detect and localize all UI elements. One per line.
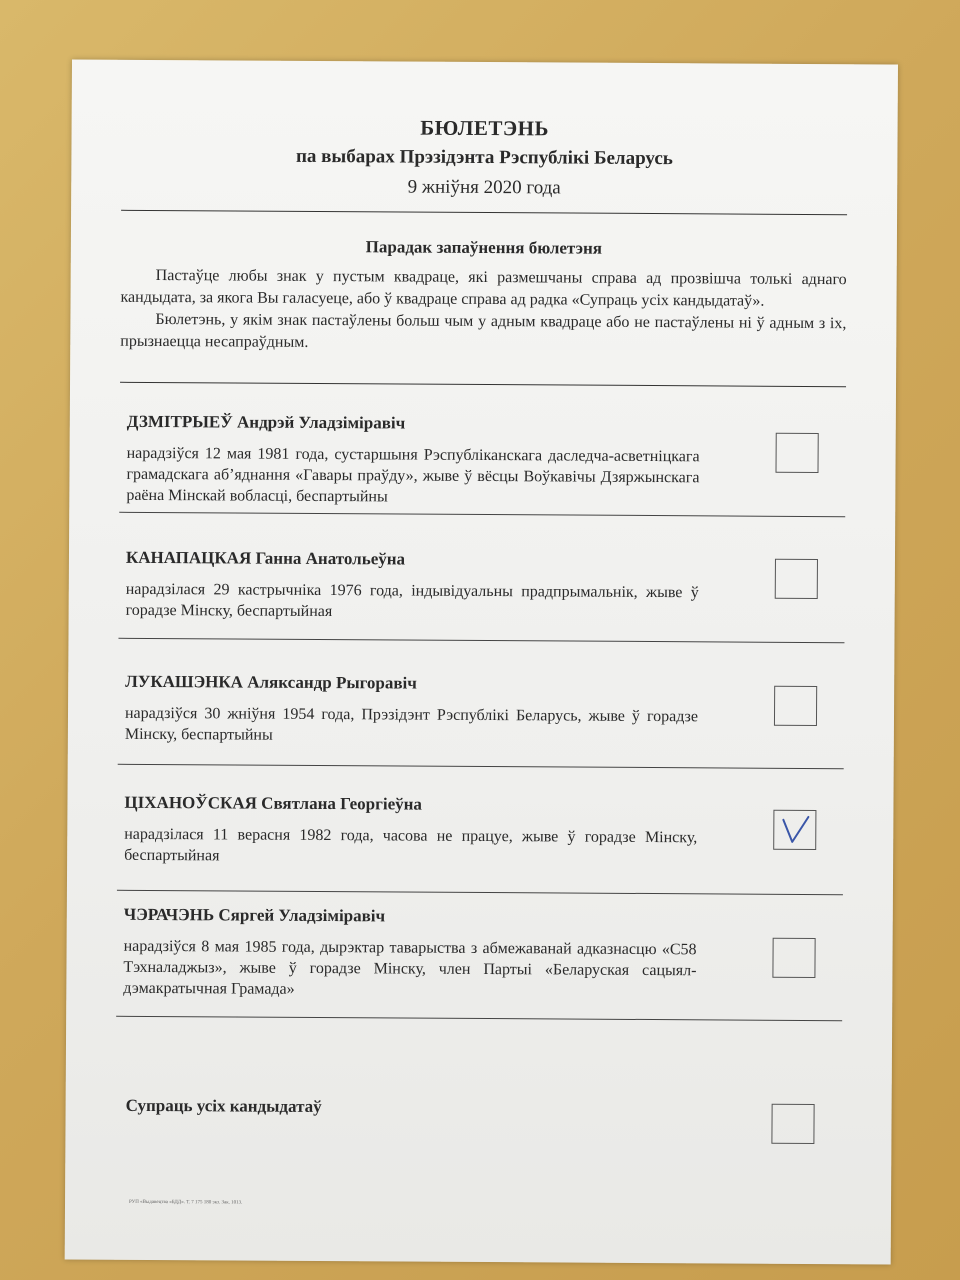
candidate-given-name: Ганна Анатольеўна [255, 548, 406, 569]
vote-checkbox[interactable] [773, 810, 816, 850]
row-divider [117, 890, 843, 895]
candidate-description: нарадзіўся 8 мая 1985 года, дырэктар таварыства з абмежаванай адказнасцю «С58 Тэхналаджыз», жыве ў горадзе Мінску, член Партыі «Беларуская сацыял-дэмакратычная Грамада» [123, 937, 697, 998]
ballot-paper [65, 59, 898, 1264]
header-divider [121, 210, 847, 215]
vote-checkbox[interactable] [772, 938, 815, 978]
instructions-divider [120, 382, 846, 387]
ballot-date: 9 жніўня 2020 года [407, 176, 561, 199]
ballot-title: БЮЛЕТЭНЬ [420, 115, 549, 141]
candidate-name [124, 905, 697, 928]
row-divider [116, 1016, 842, 1021]
candidate-row [124, 793, 697, 869]
candidate-given-name: Святлана Георгіеўна [261, 793, 423, 814]
candidate-surname: ЛУКАШЭНКА [125, 671, 244, 692]
candidate-name [125, 672, 698, 695]
candidate-row [126, 548, 699, 624]
candidate-description: нарадзілася 11 верасня 1982 года, часова не працуе, жыве ў горадзе Мінску, беспартыйная [124, 825, 698, 865]
row-divider [119, 512, 845, 517]
vote-checkbox[interactable] [774, 686, 817, 726]
instructions-title: Парадак запаўнення бюлетэня [365, 237, 603, 258]
ballot-header [71, 113, 897, 201]
candidate-row [123, 905, 697, 1002]
candidate-surname: ДЗМІТРЫЕЎ [126, 411, 233, 432]
row-divider [118, 764, 844, 769]
candidate-surname: ЧЭРАЧЭНЬ [123, 904, 215, 925]
candidate-given-name: Андрэй Уладзіміравіч [236, 412, 406, 433]
candidate-surname: ЦІХАНОЎСКАЯ [124, 792, 258, 813]
candidate-row [125, 672, 698, 748]
candidate-given-name: Аляксандр Рыгоравіч [247, 672, 417, 693]
against-all-label: Супраць усіх кандыдатаў [125, 1095, 322, 1117]
candidate-description: нарадзіўся 30 жніўня 1954 года, Прэзідэнт Рэспублікі Беларусь, жыве ў горадзе Мінску, беспартыйны [124, 704, 699, 744]
printer-imprint: РУП «Выдавецтва «БДД». Т. 7 175 180 экз. Зак. 1013. [129, 1199, 243, 1206]
ballot-subtitle: па выбарах Прэзідэнта Рэспублікі Беларусь [295, 145, 673, 170]
vote-checkbox[interactable] [775, 433, 818, 473]
candidate-name [126, 548, 699, 571]
candidate-row [126, 412, 700, 509]
against-all-checkbox[interactable] [771, 1104, 814, 1144]
candidate-description: нарадзіўся 12 мая 1981 года, сустаршыня Рэспубліканскага даследча-асветніцкага грамадскага аб’яднання «Гавары праўду», жыве ў вёсцы Воўкавічы Дзяржынскага раёна Мінскай вобласці, беспартыйны [126, 444, 700, 506]
instructions-text [120, 265, 847, 357]
candidate-name [124, 793, 697, 816]
candidate-surname: КАНАПАЦКАЯ [125, 547, 252, 568]
checkmark-icon [774, 811, 815, 849]
instructions-paragraph: Пастаўце любы знак у пустым квадраце, які размешчаны справа ад прозвішча толькі аднаго кандыдата, за якога Вы галасуеце, або ў квадраце справа ад радка «Супраць усіх кандыдатаў». [120, 266, 847, 310]
instructions-paragraph: Бюлетэнь, у якім знак пастаўлены больш чым у адным квадраце або не пастаўлены ні ў адным з іх, прызнаецца несапраўдным. [120, 310, 847, 351]
candidate-name [127, 412, 700, 435]
row-divider [118, 638, 844, 643]
candidate-description: нарадзілася 29 кастрычніка 1976 года, індывідуальны прадпрымальнік, жыве ў горадзе Мінску, беспартыйная [125, 580, 699, 621]
vote-checkbox[interactable] [775, 559, 818, 599]
candidate-given-name: Сяргей Уладзіміравіч [218, 905, 386, 926]
